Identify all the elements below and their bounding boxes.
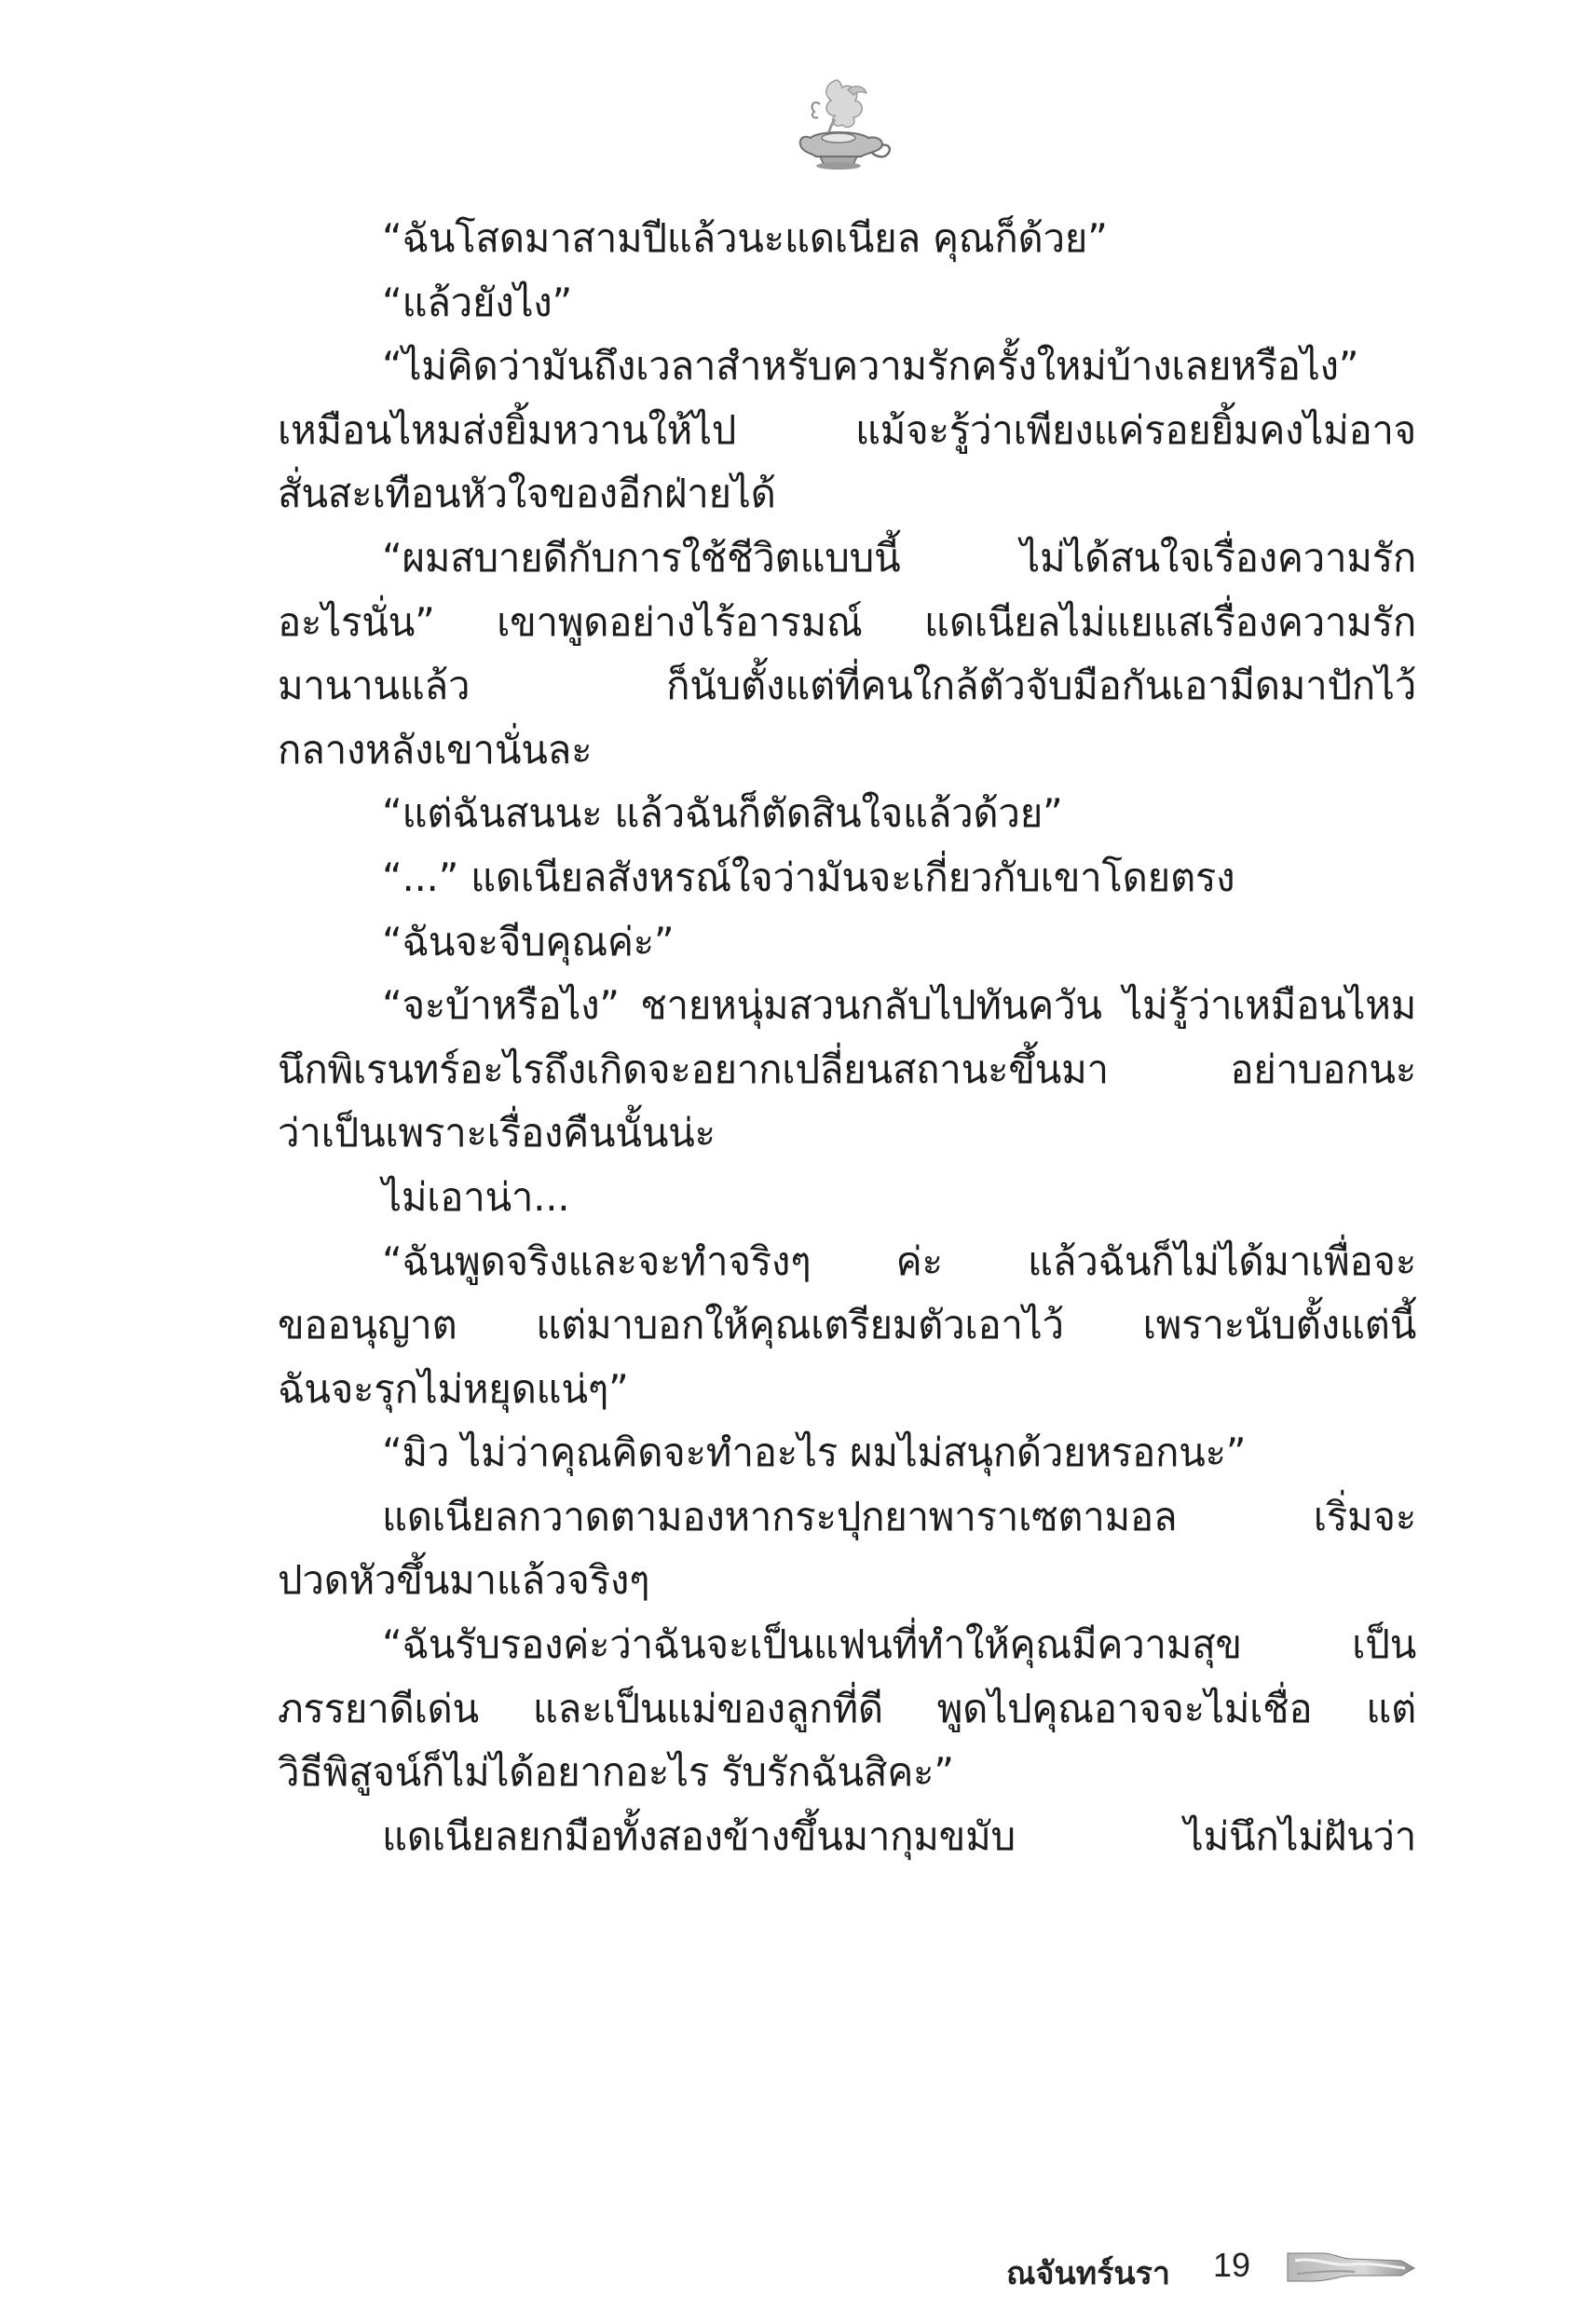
text-line: “...” แดเนียลสังหรณ์ใจว่ามันจะเกี่ยวกับเขาโดยตรง	[382, 854, 1235, 900]
text-line: เหมือนไหมส่งยิ้มหวานให้ไป แม้จะรู้ว่าเพียงแค่รอยยิ้มคงไม่อาจ	[278, 406, 1416, 453]
text-line: ภรรยาดีเด่น และเป็นแม่ของลูกที่ดี พูดไปคุณอาจจะไม่เชื่อ แต่	[278, 1685, 1416, 1731]
page-number: 19	[1213, 2246, 1251, 2284]
text-line: สั่นสะเทือนหัวใจของอีกฝ่ายได้	[278, 471, 776, 517]
footer-ribbon-graphic	[1286, 2248, 1416, 2285]
text-line: กลางหลังเขานั่นละ	[278, 726, 593, 773]
text-line: ไม่เอาน่า...	[382, 1173, 570, 1220]
text-line: แดเนียลกวาดตามองหากระปุกยาพาราเซตามอล เริ่มจะ	[382, 1493, 1416, 1539]
text-line: วิธีพิสูจน์ก็ไม่ได้อยากอะไร รับรักฉันสิคะ”	[278, 1749, 954, 1796]
text-line: มานานแล้ว ก็นับตั้งแต่ที่คนใกล้ตัวจับมือกันเอามีดมาปักไว้	[278, 663, 1416, 709]
footer-author-name: ณจันทร์นรา	[1006, 2255, 1170, 2292]
text-line: “ฉันพูดจริงและจะทำจริงๆ ค่ะ แล้วฉันก็ไม่ได้มาเพื่อจะ	[382, 1238, 1416, 1284]
text-line: “จะบ้าหรือไง” ชายหนุ่มสวนกลับไปทันควัน ไม่รู้ว่าเหมือนไหม	[382, 982, 1416, 1029]
text-line: “แต่ฉันสนนะ แล้วฉันก็ตัดสินใจแล้วด้วย”	[382, 790, 1063, 837]
text-line: ขออนุญาต แต่มาบอกให้คุณเตรียมตัวเอาไว้ เพราะนับตั้งแต่นี้	[278, 1302, 1416, 1348]
chapter-body-text	[278, 207, 1416, 1868]
text-line: ฉันจะรุกไม่หยุดแน่ๆ”	[278, 1365, 629, 1412]
page-footer	[960, 2235, 1425, 2300]
text-line: ปวดหัวขึ้นมาแล้วจริงๆ	[278, 1557, 650, 1604]
text-line: นึกพิเรนทร์อะไรถึงเกิดจะอยากเปลี่ยนสถานะขึ้นมา อย่าบอกนะ	[278, 1046, 1416, 1092]
text-line: “ผมสบายดีกับการใช้ชีวิตแบบนี้ ไม่ได้สนใจเรื่องความรัก	[382, 534, 1416, 581]
text-line: “ฉันจะจีบคุณค่ะ”	[382, 918, 675, 964]
text-line: “แล้วยังไง”	[382, 279, 572, 325]
text-line: “ฉันรับรองค่ะว่าฉันจะเป็นแฟนที่ทำให้คุณมีความสุข เป็น	[382, 1621, 1416, 1668]
text-line: “มิว ไม่ว่าคุณคิดจะทำอะไร ผมไม่สนุกด้วยหรอกนะ”	[382, 1429, 1247, 1476]
text-line: แดเนียลยกมือทั้งสองข้างขึ้นมากุมขมับ ไม่นึกไม่ฝันว่า	[382, 1812, 1416, 1859]
text-line: ว่าเป็นเพราะเรื่องคืนนั้นน่ะ	[278, 1110, 716, 1156]
genie-lamp-icon	[783, 73, 894, 175]
text-line: “ไม่คิดว่ามันถึงเวลาสำหรับความรักครั้งใหม่บ้างเลยหรือไง”	[382, 343, 1359, 390]
text-line: “ฉันโสดมาสามปีแล้วนะแดเนียล คุณก็ด้วย”	[382, 215, 1108, 261]
text-line: อะไรนั่น” เขาพูดอย่างไร้อารมณ์ แดเนียลไม่แยแสเรื่องความรัก	[278, 598, 1416, 645]
